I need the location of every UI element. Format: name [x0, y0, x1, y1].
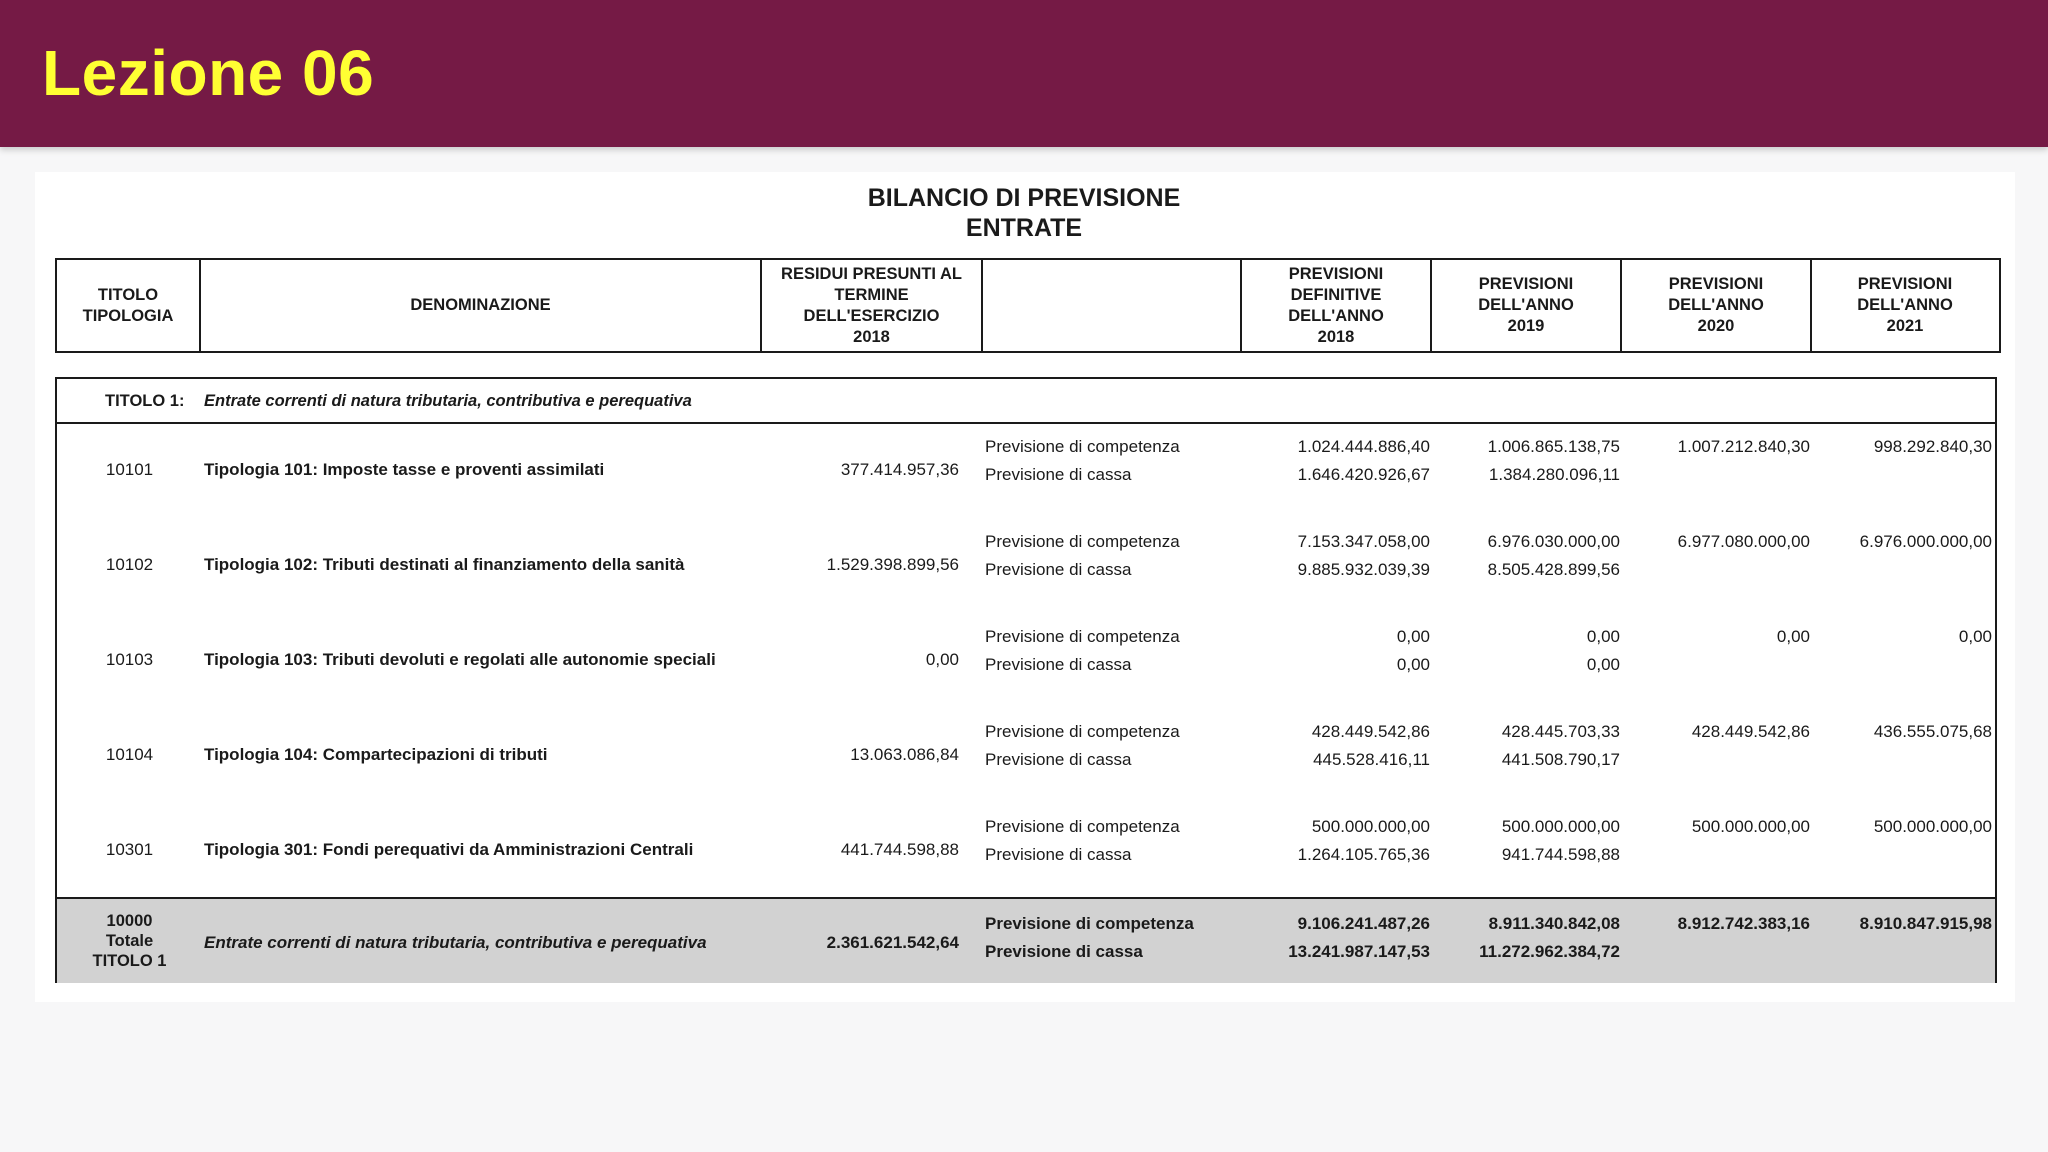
- row-2019-cassa: 8.505.428.899,56: [1487, 560, 1620, 579]
- col-header-denominazione: DENOMINAZIONE: [201, 260, 762, 351]
- total-denominazione: Entrate correnti di natura tributaria, contributiva e perequativa: [204, 933, 707, 952]
- column-header-table: [55, 258, 2001, 353]
- titolo-row: [57, 379, 1995, 424]
- row-def2018-cassa: 9.885.932.039,39: [1297, 560, 1430, 579]
- row-label-cassa: Previsione di cassa: [985, 655, 1132, 674]
- total-code-line: TITOLO 1: [92, 952, 167, 970]
- row-2021: 436.555.075,68: [1873, 722, 1992, 741]
- row-def2018-competenza: 0,00: [1396, 627, 1430, 646]
- row-2021: 998.292.840,30: [1873, 437, 1992, 456]
- row-code: 10103: [105, 650, 154, 669]
- col-header-def-2018: PREVISIONI DEFINITIVE DELL'ANNO 2018: [1242, 260, 1432, 351]
- col-header-tipo: [983, 260, 1242, 351]
- row-2020: 0,00: [1776, 627, 1810, 646]
- row-denominazione: Tipologia 104: Compartecipazioni di tributi: [204, 745, 548, 764]
- row-label-competenza: Previsione di competenza: [985, 437, 1180, 456]
- row-2019-cassa: 441.508.790,17: [1501, 750, 1620, 769]
- row-denominazione: Tipologia 102: Tributi destinati al finanziamento della sanità: [204, 555, 685, 574]
- row-residui: 1.529.398.899,56: [826, 555, 959, 574]
- row-2020: 6.977.080.000,00: [1677, 532, 1810, 551]
- total-code-line: 10000: [106, 912, 153, 930]
- row-2019-competenza: 428.445.703,33: [1501, 722, 1620, 741]
- row-2019-competenza: 0,00: [1586, 627, 1620, 646]
- titolo-description: Entrate correnti di natura tributaria, contributiva e perequativa: [204, 392, 692, 410]
- row-2021: 0,00: [1958, 627, 1992, 646]
- row-def2018-cassa: 445.528.416,11: [1313, 750, 1430, 769]
- total-2021: 8.910.847.915,98: [1859, 914, 1992, 933]
- row-residui: 13.063.086,84: [850, 745, 959, 764]
- row-label-competenza: Previsione di competenza: [985, 627, 1180, 646]
- total-def2018-cassa: 13.241.987.147,53: [1288, 942, 1430, 961]
- row-label-cassa: Previsione di cassa: [985, 560, 1132, 579]
- row-2019-competenza: 500.000.000,00: [1501, 817, 1620, 836]
- document-title: BILANCIO DI PREVISIONE: [867, 184, 1181, 212]
- row-def2018-competenza: 1.024.444.886,40: [1297, 437, 1430, 456]
- row-def2018-cassa: 1.646.420.926,67: [1297, 465, 1430, 484]
- row-def2018-cassa: 0,00: [1396, 655, 1430, 674]
- header-bar: [0, 0, 2048, 147]
- row-code: 10101: [105, 460, 154, 479]
- row-2020: 1.007.212.840,30: [1677, 437, 1810, 456]
- total-def2018-competenza: 9.106.241.487,26: [1297, 914, 1430, 933]
- row-label-competenza: Previsione di competenza: [985, 722, 1180, 741]
- row-2019-cassa: 941.744.598,88: [1501, 845, 1620, 864]
- total-residui: 2.361.621.542,64: [826, 933, 959, 952]
- row-2019-cassa: 1.384.280.096,11: [1488, 465, 1620, 484]
- row-label-cassa: Previsione di cassa: [985, 465, 1132, 484]
- row-code: 10301: [105, 840, 154, 859]
- row-2021: 6.976.000.000,00: [1859, 532, 1992, 551]
- col-header-2020: PREVISIONI DELL'ANNO 2020: [1622, 260, 1812, 351]
- row-residui: 0,00: [925, 650, 959, 669]
- row-denominazione: Tipologia 103: Tributi devoluti e regolati alle autonomie speciali: [204, 650, 716, 669]
- row-def2018-competenza: 7.153.347.058,00: [1297, 532, 1430, 551]
- row-def2018-competenza: 500.000.000,00: [1311, 817, 1430, 836]
- row-label-cassa: Previsione di cassa: [985, 750, 1132, 769]
- entrate-table: [55, 377, 1997, 983]
- total-label-competenza: Previsione di competenza: [985, 914, 1194, 933]
- row-2020: 500.000.000,00: [1691, 817, 1810, 836]
- row-2019-competenza: 6.976.030.000,00: [1487, 532, 1620, 551]
- row-label-cassa: Previsione di cassa: [985, 845, 1132, 864]
- row-denominazione: Tipologia 101: Imposte tasse e proventi assimilati: [204, 460, 605, 479]
- row-residui: 441.744.598,88: [840, 840, 959, 859]
- row-def2018-cassa: 1.264.105.765,36: [1297, 845, 1430, 864]
- total-label-cassa: Previsione di cassa: [985, 942, 1143, 961]
- col-header-2019: PREVISIONI DELL'ANNO 2019: [1432, 260, 1622, 351]
- total-2020: 8.912.742.383,16: [1677, 914, 1810, 933]
- total-row: [57, 897, 1995, 983]
- row-2019-cassa: 0,00: [1586, 655, 1620, 674]
- row-label-competenza: Previsione di competenza: [985, 532, 1180, 551]
- row-2020: 428.449.542,86: [1691, 722, 1810, 741]
- total-2019-cassa: 11.272.962.384,72: [1479, 942, 1620, 961]
- row-code: 10104: [105, 745, 154, 764]
- lesson-title: Lezione 06: [42, 37, 375, 109]
- row-label-competenza: Previsione di competenza: [985, 817, 1180, 836]
- total-code: [57, 911, 202, 971]
- col-header-2021: PREVISIONI DELL'ANNO 2021: [1857, 275, 1953, 335]
- titolo-label: TITOLO 1:: [105, 392, 185, 410]
- row-residui: 377.414.957,36: [840, 460, 959, 479]
- col-header-residui: RESIDUI PRESUNTI AL TERMINE DELL'ESERCIZIO 2018: [762, 260, 983, 351]
- total-code-line: Totale: [105, 932, 154, 950]
- row-2021: 500.000.000,00: [1873, 817, 1992, 836]
- total-2019-competenza: 8.911.340.842,08: [1488, 914, 1620, 933]
- row-2019-competenza: 1.006.865.138,75: [1487, 437, 1620, 456]
- row-code: 10102: [105, 555, 154, 574]
- row-denominazione: Tipologia 301: Fondi perequativi da Amministrazioni Centrali: [204, 840, 694, 859]
- document-subtitle: ENTRATE: [965, 214, 1083, 242]
- row-def2018-competenza: 428.449.542,86: [1311, 722, 1430, 741]
- col-header-titolo: TITOLO TIPOLOGIA: [57, 260, 201, 351]
